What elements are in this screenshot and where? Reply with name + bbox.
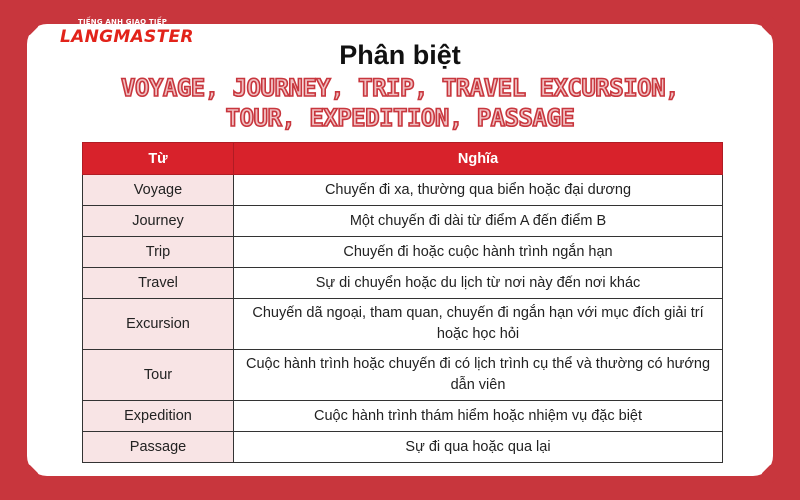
meaning-cell: Cuộc hành trình hoặc chuyến đi có lịch trình cụ thể và thường có hướng dẫn viên: [234, 350, 723, 401]
meaning-cell: Chuyến dã ngoại, tham quan, chuyến đi ngắn hạn với mục đích giải trí hoặc học hỏi: [234, 299, 723, 350]
word-cell: Travel: [83, 268, 234, 299]
meaning-cell: Sự đi qua hoặc qua lại: [234, 432, 723, 463]
table-row: [83, 299, 723, 350]
word-cell: Journey: [83, 206, 234, 237]
meaning-cell: Cuộc hành trình thám hiểm hoặc nhiệm vụ đặc biệt: [234, 401, 723, 432]
column-header-word: Từ: [83, 143, 234, 175]
word-cell: Tour: [83, 350, 234, 401]
table-row: [83, 206, 723, 237]
table-header-row: [83, 143, 723, 175]
table-row: [83, 268, 723, 299]
table-row: [83, 432, 723, 463]
word-cell: Voyage: [83, 175, 234, 206]
page-title: Phân biệt: [339, 40, 461, 70]
column-header-meaning: Nghĩa: [234, 143, 723, 175]
logo-brand: LANGMASTER: [60, 27, 194, 47]
table-row: [83, 350, 723, 401]
word-cell: Expedition: [83, 401, 234, 432]
table-row: [83, 175, 723, 206]
table-row: [83, 401, 723, 432]
meaning-cell: Một chuyến đi dài từ điểm A đến điểm B: [234, 206, 723, 237]
table-row: [83, 237, 723, 268]
meaning-cell: Chuyến đi hoặc cuộc hành trình ngắn hạn: [234, 237, 723, 268]
vocabulary-table: [82, 142, 723, 463]
meaning-cell: Sự di chuyển hoặc du lịch từ nơi này đến nơi khác: [234, 268, 723, 299]
word-cell: Passage: [83, 432, 234, 463]
word-cell: Trip: [83, 237, 234, 268]
page-subtitle-line-1: VOYAGE, JOURNEY, TRIP, TRAVEL EXCURSION,: [121, 74, 679, 102]
logo-tagline: TIẾNG ANH GIAO TIẾP: [78, 18, 168, 26]
word-cell: Excursion: [83, 299, 234, 350]
page-subtitle-line-2: TOUR, EXPEDITION, PASSAGE: [225, 104, 575, 132]
meaning-cell: Chuyến đi xa, thường qua biển hoặc đại dương: [234, 175, 723, 206]
